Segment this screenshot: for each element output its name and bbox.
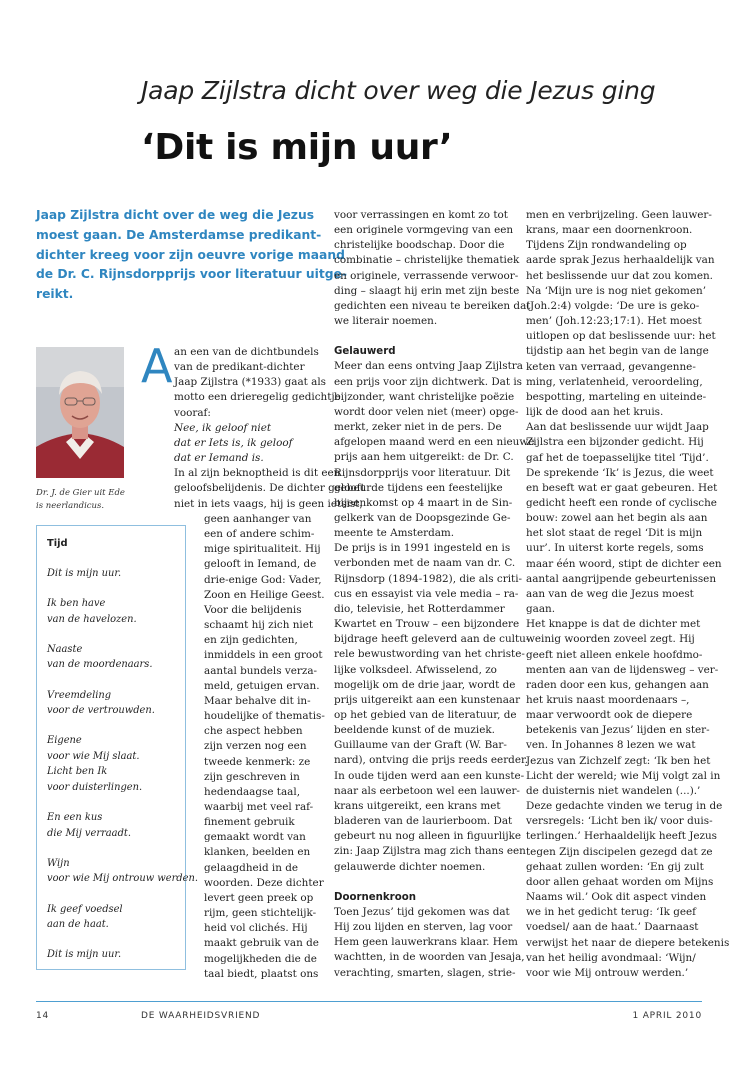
text-line: aantal bundels verza- (204, 664, 318, 677)
text-line: verbonden met de naam van dr. C. (334, 557, 516, 570)
text-line: zin: Jaap Zijlstra mag zich thans een (334, 845, 526, 858)
paragraph-spacer (334, 329, 534, 344)
text-line: lijk de dood aan het kruis. (526, 406, 664, 419)
text-line: inmiddels in een groot (204, 649, 323, 662)
text-line: Toen Jezus’ tijd gekomen was dat (334, 905, 510, 918)
poem-line: voor wie Mij ontrouw werden. (47, 873, 198, 885)
text-line: maar verwoordt ook de diepere (526, 709, 693, 722)
text-line: en originele, verrassende verwoor- (334, 269, 519, 282)
text-line: Meer dan eens ontving Jaap Zijlstra (334, 360, 523, 373)
text-line: Voor die belijdenis (204, 603, 302, 616)
text-line: versregels: ‘Licht ben ik/ voor duis- (526, 815, 713, 828)
poem-line: aan de haat. (47, 919, 109, 931)
paragraph-spacer (47, 552, 198, 567)
text-line: nard), ontving die prijs reeds eerder. (334, 754, 529, 767)
text-line: keten van verraad, gevangenne- (526, 360, 696, 373)
text-line: bijdrage heeft geleverd aan de cultu- (334, 633, 530, 646)
text-line: In oude tijden werd aan een kunste- (334, 769, 525, 782)
text-line: wachtten, in de woorden van Jesaja, (334, 951, 525, 964)
lead-line: reikt. (36, 287, 74, 302)
text-line: aan van de weg die Jezus moest (526, 587, 694, 600)
text-line: Tijdens Zijn rondwandeling op (526, 239, 687, 252)
text-line: Zijlstra een bijzonder gedicht. Hij (526, 436, 704, 449)
poem-line: Wijn (47, 857, 70, 869)
text-line: lijke volksdeel. Afwisselend, zo (334, 663, 497, 676)
text-line: mige spiritualiteit. Hij (204, 543, 321, 556)
text-line: de duisternis niet wandelen (...).’ (526, 784, 701, 797)
text-line: finement gebruik (204, 816, 295, 829)
poem-line: voor wie Mij slaat. (47, 750, 140, 762)
text-line: gedicht heeft een ronde of cyclische (526, 496, 717, 509)
text-line: bouw: zowel aan het begin als aan (526, 512, 708, 525)
article-headline: ‘Dit is mijn uur’ (141, 127, 453, 168)
text-line: een originele vormgeving van een (334, 224, 514, 237)
text-line: Guillaume van der Graft (W. Bar- (334, 739, 507, 752)
text-line: door allen gehaat worden om Mijns (526, 875, 714, 888)
text-line: men en verbrijzeling. Geen lauwer- (526, 209, 712, 221)
text-line: an een van de dichtbundels (174, 346, 319, 358)
text-line: gedichten een niveau te bereiken dat (334, 299, 531, 312)
text-line: taal biedt, plaatst ons (204, 967, 319, 980)
text-line: meld, getuigen ervan. (204, 679, 320, 692)
motto-line: dat er Iemand is. (174, 452, 264, 465)
poem-line: van de moordenaars. (47, 659, 153, 671)
lead-line: dichter kreeg voor zijn oeuvre vorige maand (36, 247, 345, 262)
text-line: het slot staat de regel ‘Dit is mijn (526, 527, 703, 540)
poem-line: Dit is mijn uur. (47, 949, 122, 961)
text-line: Naams wil.’ Ook dit aspect vinden (526, 891, 707, 904)
motto-line: dat er Iets is, ik geloof (174, 436, 293, 449)
paragraph-spacer (47, 582, 198, 597)
paragraph-spacer (334, 875, 534, 890)
text-line: uitlopen op dat beslissende uur: het (526, 330, 716, 343)
text-line: gaf het de toepasselijke titel ‘Tijd’. (526, 451, 709, 464)
text-line: maakt gebruik van de (204, 937, 319, 950)
poem-line: die Mij verraadt. (47, 827, 132, 839)
photo-caption (36, 487, 125, 513)
text-line: vooraf: (174, 406, 211, 419)
poem-line: Ik ben have (47, 598, 106, 610)
text-line: menten aan van de lijdensweg – ver- (526, 663, 719, 676)
lead-line: Jaap Zijlstra dicht over de weg die Jezus (36, 208, 315, 222)
section-heading: Gelauwerd (334, 346, 396, 358)
caption-line: is neerlandicus. (36, 501, 105, 511)
text-line: gehaat zullen worden: ‘En gij zult (526, 860, 704, 873)
text-line: klanken, beelden en (204, 846, 311, 859)
text-line: voor wie Mij ontrouw werden.’ (526, 966, 689, 979)
text-line: merkt, zeker niet in de pers. De (334, 421, 502, 434)
column-2 (334, 208, 534, 981)
text-line: cus en essayist via vele media – ra- (334, 587, 519, 600)
text-line: christelijke boodschap. Door die (334, 239, 505, 252)
text-line: beeldende kunst of de muziek. (334, 724, 495, 737)
text-line: tegen Zijn discipelen gezegd dat ze (526, 845, 713, 858)
text-line: Kwartet en Trouw – een bijzondere (334, 618, 520, 631)
column-3 (526, 208, 729, 981)
poem-title: Tijd (47, 538, 68, 549)
text-line: terlingen.’ Herhaaldelijk heeft Jezus (526, 830, 718, 843)
text-line: zijn verzen nog een (204, 740, 307, 753)
text-line: Het knappe is dat de dichter met (526, 618, 701, 631)
caption-line: Dr. J. de Gier uit Ede (36, 488, 125, 498)
lead-line: moest gaan. De Amsterdamse predikant- (36, 227, 322, 242)
article-kicker: Jaap Zijlstra dicht over weg die Jezus ging (141, 76, 656, 105)
magazine-name: DE WAARHEIDSVRIEND (141, 1011, 261, 1021)
paragraph-spacer (47, 933, 198, 948)
text-line: bladeren van de laurierboom. Dat (334, 815, 513, 828)
text-line: we in het gedicht terug: ‘Ik geef (526, 906, 696, 919)
text-line: naar als eerbetoon wel een lauwer- (334, 784, 520, 797)
paragraph-spacer (47, 627, 198, 642)
poem-line: Licht ben Ik (47, 766, 108, 778)
text-line: waarbij met veel raf- (204, 800, 314, 813)
text-line: gelauwerde dichter noemen. (334, 860, 486, 873)
text-line: prijs uitgereikt aan een kunstenaar (334, 693, 521, 706)
text-line: Hem geen lauwerkrans klaar. Hem (334, 936, 518, 949)
text-line: gemaakt wordt van (204, 831, 306, 844)
text-line: bijeenkomst op 4 maart in de Sin- (334, 496, 513, 509)
lead-line: de Dr. C. Rijnsdorpprijs voor literatuur uitge- (36, 267, 347, 282)
text-line: mogelijkheden die de (204, 952, 317, 965)
text-line: het kruis naast moordenaars –, (526, 694, 690, 706)
text-line: het beslissende uur dat zou komen. (526, 269, 713, 282)
text-line: gebeurt nu nog alleen in figuurlijke (334, 830, 522, 843)
text-line: voor verrassingen en komt zo tot (334, 209, 508, 221)
text-line: ding – slaagt hij erin met zijn beste (334, 284, 520, 297)
text-line: mogelijk om de drie jaar, wordt de (334, 678, 516, 691)
drop-cap: A (141, 339, 173, 393)
text-line: gebeurde tijdens een feestelijke (334, 481, 503, 494)
text-line: verachting, smarten, slagen, strie- (334, 966, 516, 979)
text-line: De prijs is in 1991 ingesteld en is (334, 542, 511, 555)
text-line: Na ‘Mijn ure is nog niet gekomen’ (526, 284, 707, 297)
footer-rule (36, 1001, 702, 1002)
text-line: che aspect hebben (204, 725, 303, 738)
text-line: op het gebied van de literatuur, de (334, 709, 517, 721)
paragraph-spacer (47, 796, 198, 811)
text-line: geeft niet alleen enkele hoofdmo- (526, 648, 703, 661)
text-line: krans, maar een doornenkroon. (526, 224, 693, 237)
poem-line: van de havelozen. (47, 613, 137, 625)
poem-line: voor duisterlingen. (47, 782, 143, 794)
text-line: wordt door velen niet (meer) opge- (334, 405, 519, 418)
paragraph-spacer (47, 673, 198, 688)
poem-line: voor de vertrouwden. (47, 705, 155, 717)
author-photo (36, 347, 124, 478)
text-line: motto een drieregelig gedichtje (174, 391, 341, 404)
text-line: gelkerk van de Doopsgezinde Ge- (334, 511, 511, 524)
poem-line: En een kus (47, 812, 103, 824)
text-line: krans uitgereikt, een krans met (334, 799, 501, 812)
text-line: hedendaagse taal, (204, 785, 301, 798)
text-line: van de predikant-dichter (174, 361, 305, 374)
text-line: aarde sprak Jezus herhaaldelijk van (526, 254, 715, 267)
text-line: tijdstip aan het begin van de lange (526, 345, 709, 358)
portrait-image (36, 347, 124, 478)
text-line: De sprekende ‘Ik’ is Jezus, die weet (526, 466, 714, 479)
text-line: een prijs voor zijn dichtwerk. Dat is (334, 375, 522, 388)
section-heading: Doornenkroon (334, 891, 416, 903)
text-line: Hij zou lijden en sterven, lag voor (334, 921, 513, 934)
text-line: afgelopen maand werd en een nieuwe (334, 436, 535, 449)
paragraph-spacer (47, 887, 198, 902)
paragraph-spacer (47, 841, 198, 856)
text-line: we literair noemen. (334, 315, 438, 328)
text-line: Zoon en Heilige Geest. (204, 588, 325, 601)
text-line: dio, televisie, het Rotterdammer (334, 602, 505, 615)
text-line: weinig woorden zoveel zegt. Hij (526, 633, 695, 646)
text-line: Licht der wereld; wie Mij volgt zal in (526, 769, 721, 782)
text-line: betekenis van Jezus’ lijden en ster- (526, 724, 710, 737)
text-line: geen aanhanger van (204, 513, 312, 525)
text-line: van het heilig avondmaal: ‘Wijn/ (526, 951, 696, 964)
issue-date: 1 APRIL 2010 (632, 1011, 702, 1021)
text-line: Deze gedachte vinden we terug in de (526, 800, 723, 813)
text-line: (Joh.2:4) volgde: ‘De ure is geko- (526, 299, 700, 312)
text-line: en zijn gedichten, (204, 634, 298, 647)
column-1-body (204, 512, 325, 982)
poem-line: Ik geef voedsel (47, 903, 123, 915)
text-line: een of andere schim- (204, 528, 315, 541)
text-line: aantal aangrijpende gebeurtenissen (526, 572, 717, 585)
text-line: verwijst het naar de diepere betekenis (526, 936, 730, 949)
paragraph-spacer (47, 719, 198, 734)
text-line: Rijnsdorp (1894-1982), die als criti- (334, 572, 523, 585)
text-line: bijzonder, want christelijke poëzie (334, 390, 515, 403)
text-line: Aan dat beslissende uur wijdt Jaap (526, 421, 709, 434)
text-line: gaan. (526, 603, 556, 616)
poem-line: Eigene (47, 735, 82, 747)
text-line: ming, verlatenheid, veroordeling, (526, 375, 703, 388)
text-line: prijs aan hem uitgereikt: de Dr. C. (334, 451, 514, 464)
text-line: gelooft in Iemand, de (204, 558, 317, 571)
text-line: woorden. Deze dichter (204, 876, 324, 889)
text-line: en beseft wat er gaat gebeuren. Het (526, 481, 718, 494)
text-line: houdelijke of thematis- (204, 710, 325, 723)
text-line: maar één woord, stipt de dichter een (526, 557, 722, 570)
text-line: uur’. In uiterst korte regels, soms (526, 542, 704, 555)
text-line: raden door een kus, gehangen aan (526, 678, 709, 691)
text-line: Rijnsdorpprijs voor literatuur. Dit (334, 466, 511, 479)
text-line: voedsel/ aan de haat.’ Daarnaast (526, 921, 699, 934)
text-line: rijm, geen stichtelijk- (204, 907, 317, 920)
text-line: bespotting, marteling en uiteinde- (526, 390, 707, 403)
page-number: 14 (36, 1011, 50, 1021)
poem-line: Vreemdeling (47, 689, 112, 701)
text-line: Maar behalve dit in- (204, 694, 311, 707)
text-line: geloofsbelijdenis. De dichter gelooft (174, 482, 365, 495)
text-line: combinatie – christelijke thematiek (334, 254, 520, 267)
text-line: rele bewustwording van het christe- (334, 648, 525, 661)
text-line: ven. In Johannes 8 lezen we wat (526, 739, 696, 752)
text-line: men’ (Joh.12:23;17:1). Het moest (526, 315, 702, 328)
text-line: levert geen preek op (204, 891, 314, 904)
text-line: Jezus van Zichzelf zegt: ‘Ik ben het (526, 754, 711, 767)
text-line: tweede kenmerk: ze (204, 755, 311, 768)
text-line: In al zijn beknoptheid is dit een (174, 467, 341, 480)
motto-line: Nee, ik geloof niet (174, 421, 272, 434)
text-line: niet in iets vaags, hij is geen ietsist, (174, 497, 363, 510)
text-line: gelaagdheid in de (204, 861, 299, 874)
text-line: heid vol clichés. Hij (204, 922, 308, 935)
poem-tijd (47, 536, 198, 963)
poem-line: Naaste (47, 643, 83, 655)
text-line: meente te Amsterdam. (334, 527, 455, 540)
text-line: Jaap Zijlstra (*1933) gaat als (174, 376, 326, 389)
text-line: drie-enige God: Vader, (204, 573, 322, 586)
text-line: schaamt hij zich niet (204, 619, 314, 632)
poem-line: Dit is mijn uur. (47, 568, 122, 580)
text-line: zijn geschreven in (204, 770, 300, 783)
lead-paragraph (36, 206, 347, 305)
